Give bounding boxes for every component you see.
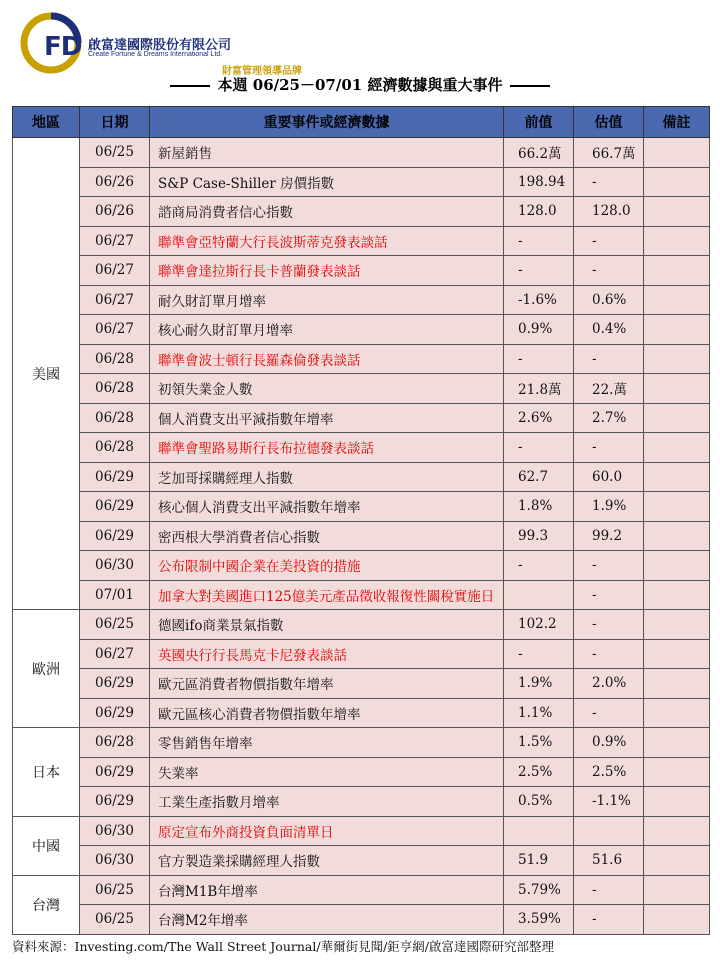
previous-value-cell: 0.9% <box>504 315 574 345</box>
date-cell: 06/26 <box>80 167 150 197</box>
note-cell <box>644 462 710 492</box>
event-cell: 耐久財訂單月增率 <box>150 285 504 315</box>
company-logo <box>20 12 320 76</box>
note-cell <box>644 816 710 846</box>
previous-value-cell: 5.79% <box>504 875 574 905</box>
estimate-value-cell: 99.2 <box>574 521 644 551</box>
table-row <box>13 374 710 404</box>
table-row <box>13 551 710 581</box>
table-row <box>13 167 710 197</box>
table-row <box>13 403 710 433</box>
event-cell: 新屋銷售 <box>150 138 504 168</box>
date-cell: 06/29 <box>80 462 150 492</box>
table-row <box>13 344 710 374</box>
note-cell <box>644 698 710 728</box>
event-cell: 聯準會聖路易斯行長布拉德發表談話 <box>150 433 504 463</box>
table-row <box>13 757 710 787</box>
region-cell: 台灣 <box>13 875 80 934</box>
note-cell <box>644 787 710 817</box>
company-english-name: Create Fortune & Dreams International Ltd. <box>88 51 223 58</box>
table-row <box>13 846 710 876</box>
estimate-value-cell: - <box>574 875 644 905</box>
estimate-value-cell: 66.7萬 <box>574 138 644 168</box>
estimate-value-cell: 1.9% <box>574 492 644 522</box>
note-cell <box>644 285 710 315</box>
event-cell: 台灣M1B年增率 <box>150 875 504 905</box>
previous-value-cell: 1.5% <box>504 728 574 758</box>
column-header: 重要事件或經濟數據 <box>150 107 504 138</box>
note-cell <box>644 492 710 522</box>
date-cell: 06/25 <box>80 610 150 640</box>
estimate-value-cell: 0.9% <box>574 728 644 758</box>
note-cell <box>644 315 710 345</box>
event-cell: 英國央行行長馬克卡尼發表談話 <box>150 639 504 669</box>
table-body <box>13 138 710 935</box>
event-cell: 官方製造業採購經理人指數 <box>150 846 504 876</box>
note-cell <box>644 580 710 610</box>
previous-value-cell: 99.3 <box>504 521 574 551</box>
event-cell: 工業生產指數月增率 <box>150 787 504 817</box>
note-cell <box>644 905 710 935</box>
region-cell: 歐洲 <box>13 610 80 728</box>
company-slogan: 財富管理領導品牌 <box>222 66 302 77</box>
column-header: 估值 <box>574 107 644 138</box>
event-cell: 歐元區核心消費者物價指數年增率 <box>150 698 504 728</box>
previous-value-cell: 1.9% <box>504 669 574 699</box>
note-cell <box>644 757 710 787</box>
estimate-value-cell: 0.4% <box>574 315 644 345</box>
estimate-value-cell: - <box>574 905 644 935</box>
previous-value-cell: - <box>504 344 574 374</box>
event-cell: 核心耐久財訂單月增率 <box>150 315 504 345</box>
previous-value-cell: 1.1% <box>504 698 574 728</box>
date-cell: 06/28 <box>80 433 150 463</box>
table-row <box>13 285 710 315</box>
estimate-value-cell: - <box>574 344 644 374</box>
date-cell: 06/25 <box>80 875 150 905</box>
table-row <box>13 433 710 463</box>
previous-value-cell <box>504 816 574 846</box>
previous-value-cell: 51.9 <box>504 846 574 876</box>
event-cell: 聯準會達拉斯行長卡普蘭發表談話 <box>150 256 504 286</box>
previous-value-cell: - <box>504 551 574 581</box>
date-cell: 06/29 <box>80 669 150 699</box>
region-cell: 美國 <box>13 138 80 610</box>
event-cell: 聯準會波士頓行長羅森倫發表談話 <box>150 344 504 374</box>
previous-value-cell: 198.94 <box>504 167 574 197</box>
date-cell: 06/30 <box>80 846 150 876</box>
table-row <box>13 816 710 846</box>
previous-value-cell: - <box>504 256 574 286</box>
note-cell <box>644 256 710 286</box>
column-header: 地區 <box>13 107 80 138</box>
note-cell <box>644 610 710 640</box>
previous-value-cell: - <box>504 226 574 256</box>
region-cell: 日本 <box>13 728 80 817</box>
event-cell: 諮商局消費者信心指數 <box>150 197 504 227</box>
event-cell: S&P Case-Shiller 房價指數 <box>150 167 504 197</box>
note-cell <box>644 138 710 168</box>
table-row <box>13 138 710 168</box>
previous-value-cell: 62.7 <box>504 462 574 492</box>
logo-mark: FD <box>44 32 82 62</box>
estimate-value-cell: - <box>574 639 644 669</box>
estimate-value-cell: 51.6 <box>574 846 644 876</box>
title-left-rule <box>170 85 210 87</box>
estimate-value-cell: - <box>574 698 644 728</box>
table-row <box>13 728 710 758</box>
date-cell: 07/01 <box>80 580 150 610</box>
table-row <box>13 492 710 522</box>
event-cell: 核心個人消費支出平減指數年增率 <box>150 492 504 522</box>
estimate-value-cell: - <box>574 551 644 581</box>
note-cell <box>644 521 710 551</box>
estimate-value-cell: 2.5% <box>574 757 644 787</box>
date-cell: 06/29 <box>80 492 150 522</box>
table-row <box>13 462 710 492</box>
date-cell: 06/25 <box>80 905 150 935</box>
source-note: 資料來源：Investing.com/The Wall Street Journal/華爾街見聞/鉅亨網/啟富達國際研究部整理 <box>12 939 554 954</box>
estimate-value-cell: 22.萬 <box>574 374 644 404</box>
event-cell: 公布限制中國企業在美投資的措施 <box>150 551 504 581</box>
note-cell <box>644 846 710 876</box>
table-row <box>13 580 710 610</box>
date-cell: 06/28 <box>80 374 150 404</box>
previous-value-cell <box>504 580 574 610</box>
previous-value-cell: 1.8% <box>504 492 574 522</box>
note-cell <box>644 875 710 905</box>
previous-value-cell: 2.6% <box>504 403 574 433</box>
previous-value-cell: 2.5% <box>504 757 574 787</box>
note-cell <box>644 226 710 256</box>
event-cell: 初領失業金人數 <box>150 374 504 404</box>
estimate-value-cell: 2.7% <box>574 403 644 433</box>
event-cell: 失業率 <box>150 757 504 787</box>
estimate-value-cell: - <box>574 610 644 640</box>
event-cell: 加拿大對美國進口125億美元產品徵收報復性關稅實施日 <box>150 580 504 610</box>
page-title-wrap <box>0 74 720 95</box>
estimate-value-cell: - <box>574 256 644 286</box>
table-row <box>13 669 710 699</box>
table-row <box>13 610 710 640</box>
event-cell: 台灣M2年增率 <box>150 905 504 935</box>
date-cell: 06/29 <box>80 698 150 728</box>
note-cell <box>644 197 710 227</box>
region-cell: 中國 <box>13 816 80 875</box>
note-cell <box>644 433 710 463</box>
table-row <box>13 875 710 905</box>
page-title: 本週 06/25－07/01 經濟數據與重大事件 <box>217 76 503 94</box>
date-cell: 06/29 <box>80 521 150 551</box>
previous-value-cell: 102.2 <box>504 610 574 640</box>
table-row <box>13 197 710 227</box>
table-header-row <box>13 107 710 138</box>
previous-value-cell: - <box>504 433 574 463</box>
date-cell: 06/29 <box>80 757 150 787</box>
table-row <box>13 787 710 817</box>
events-table <box>12 106 710 935</box>
column-header: 日期 <box>80 107 150 138</box>
date-cell: 06/25 <box>80 138 150 168</box>
date-cell: 06/27 <box>80 226 150 256</box>
date-cell: 06/30 <box>80 551 150 581</box>
date-cell: 06/27 <box>80 256 150 286</box>
date-cell: 06/28 <box>80 403 150 433</box>
event-cell: 零售銷售年增率 <box>150 728 504 758</box>
table-row <box>13 698 710 728</box>
note-cell <box>644 639 710 669</box>
date-cell: 06/26 <box>80 197 150 227</box>
previous-value-cell: 128.0 <box>504 197 574 227</box>
estimate-value-cell: 128.0 <box>574 197 644 227</box>
previous-value-cell: 0.5% <box>504 787 574 817</box>
title-right-rule <box>510 85 550 87</box>
table-row <box>13 256 710 286</box>
note-cell <box>644 403 710 433</box>
previous-value-cell: 21.8萬 <box>504 374 574 404</box>
date-cell: 06/28 <box>80 728 150 758</box>
event-cell: 原定宣布外商投資負面清單日 <box>150 816 504 846</box>
estimate-value-cell: - <box>574 580 644 610</box>
estimate-value-cell <box>574 816 644 846</box>
previous-value-cell: 3.59% <box>504 905 574 935</box>
event-cell: 聯準會亞特蘭大行長波斯蒂克發表談話 <box>150 226 504 256</box>
event-cell: 德國ifo商業景氣指數 <box>150 610 504 640</box>
estimate-value-cell: - <box>574 433 644 463</box>
date-cell: 06/27 <box>80 639 150 669</box>
table-row <box>13 315 710 345</box>
event-cell: 密西根大學消費者信心指數 <box>150 521 504 551</box>
estimate-value-cell: 60.0 <box>574 462 644 492</box>
previous-value-cell: - <box>504 639 574 669</box>
table-row <box>13 639 710 669</box>
date-cell: 06/27 <box>80 285 150 315</box>
date-cell: 06/28 <box>80 344 150 374</box>
estimate-value-cell: 2.0% <box>574 669 644 699</box>
estimate-value-cell: - <box>574 226 644 256</box>
table-row <box>13 905 710 935</box>
estimate-value-cell: 0.6% <box>574 285 644 315</box>
note-cell <box>644 344 710 374</box>
estimate-value-cell: -1.1% <box>574 787 644 817</box>
event-cell: 歐元區消費者物價指數年增率 <box>150 669 504 699</box>
date-cell: 06/27 <box>80 315 150 345</box>
note-cell <box>644 374 710 404</box>
event-cell: 個人消費支出平減指數年增率 <box>150 403 504 433</box>
previous-value-cell: 66.2萬 <box>504 138 574 168</box>
note-cell <box>644 167 710 197</box>
column-header: 前值 <box>504 107 574 138</box>
previous-value-cell: -1.6% <box>504 285 574 315</box>
event-cell: 芝加哥採購經理人指數 <box>150 462 504 492</box>
table-row <box>13 226 710 256</box>
note-cell <box>644 669 710 699</box>
date-cell: 06/30 <box>80 816 150 846</box>
table-row <box>13 521 710 551</box>
date-cell: 06/29 <box>80 787 150 817</box>
estimate-value-cell: - <box>574 167 644 197</box>
note-cell <box>644 728 710 758</box>
note-cell <box>644 551 710 581</box>
column-header: 備註 <box>644 107 710 138</box>
company-name: 啟富達國際股份有限公司 <box>88 38 232 53</box>
